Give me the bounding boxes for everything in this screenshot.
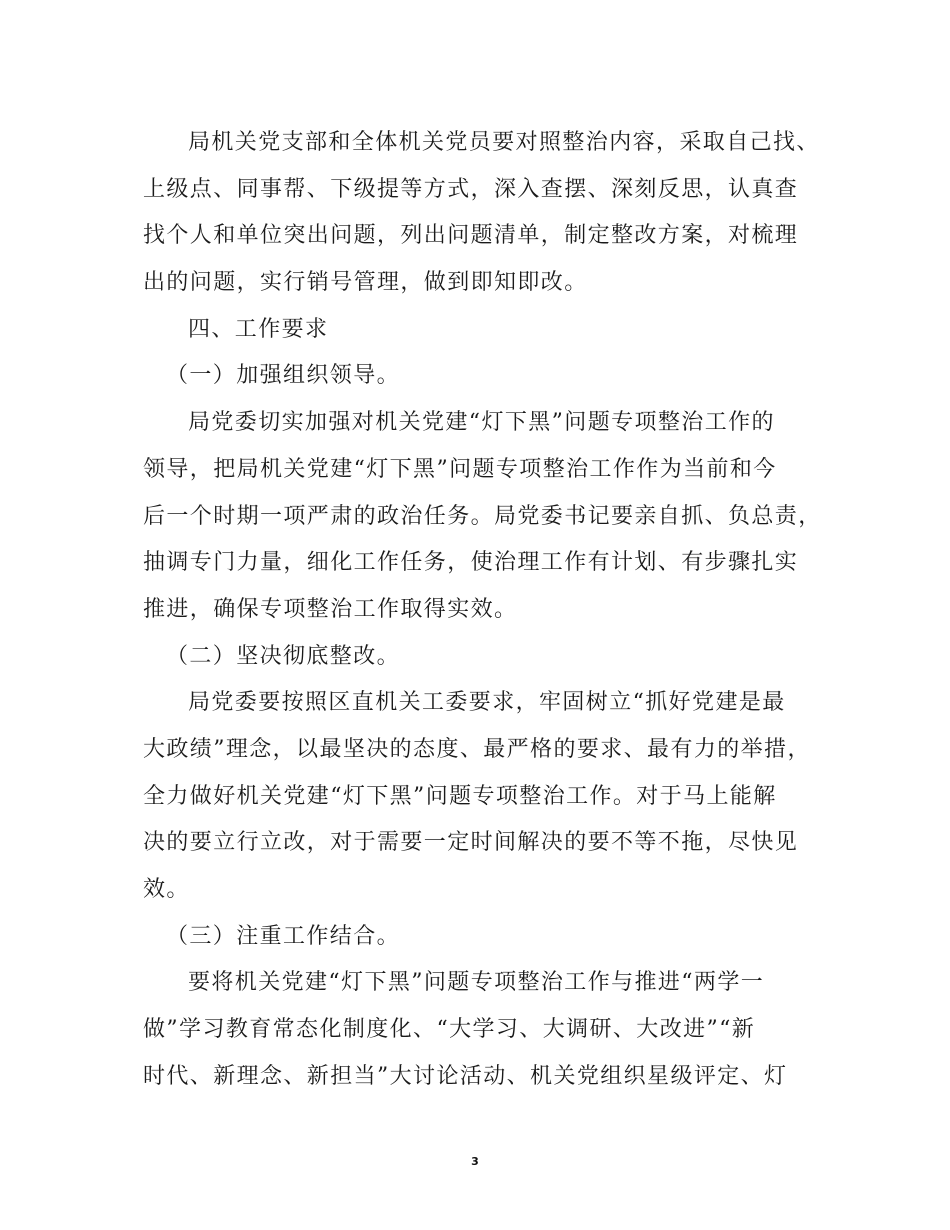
paragraph-line: 要将机关党建“灯下黑”问题专项整治工作与推进“两学一 [188, 970, 765, 996]
paragraph-line: 上级点、同事帮、下级提等方式，深入查摆、深刻反思，认真查 [143, 176, 799, 202]
paragraph-line: 局党委要按照区直机关工委要求，牢固树立“抓好党建是最 [188, 690, 786, 716]
paragraph-line: 效。 [143, 877, 190, 902]
paragraph-line: 局机关党支部和全体机关党员要对照整治内容，采取自己找、 [188, 130, 820, 155]
paragraph-line: 后一个时期一项严肃的政治任务。局党委书记要亲自抓、负总责， [143, 503, 822, 529]
paragraph-line: 出的问题，实行销号管理，做到即知即改。 [143, 270, 588, 296]
paragraph-line: 做”学习教育常态化制度化、“大学习、大调研、大改进”“新 [143, 1017, 756, 1043]
paragraph-line: 大政绩”理念，以最坚决的态度、最严格的要求、最有力的举措， [143, 736, 811, 762]
section-heading: 四、工作要求 [188, 316, 329, 342]
paragraph-line: 全力做好机关党建“灯下黑”问题专项整治工作。对于马上能解 [143, 783, 777, 809]
paragraph-line: 领导，把局机关党建“灯下黑”问题专项整治工作作为当前和今 [143, 456, 777, 482]
subsection-heading: （一）加强组织领导。 [166, 363, 401, 389]
document-body [143, 120, 822, 1100]
subsection-heading: （二）坚决彻底整改。 [166, 643, 401, 669]
paragraph-line: 找个人和单位突出问题，列出问题清单，制定整改方案，对梳理 [143, 223, 799, 249]
paragraph-line: 时代、新理念、新担当”大讨论活动、机关党组织星级评定、灯 [143, 1063, 788, 1089]
page-number: 3 [471, 1155, 479, 1168]
paragraph-line: 推进，确保专项整治工作取得实效。 [143, 596, 518, 622]
paragraph-line: 局党委切实加强对机关党建“灯下黑”问题专项整治工作的 [188, 410, 775, 436]
paragraph-line: 决的要立行立改，对于需要一定时间解决的要不等不拖，尽快见 [143, 830, 799, 856]
subsection-heading: （三）注重工作结合。 [166, 923, 401, 949]
paragraph-line: 抽调专门力量，细化工作任务，使治理工作有计划、有步骤扎实 [143, 550, 799, 576]
